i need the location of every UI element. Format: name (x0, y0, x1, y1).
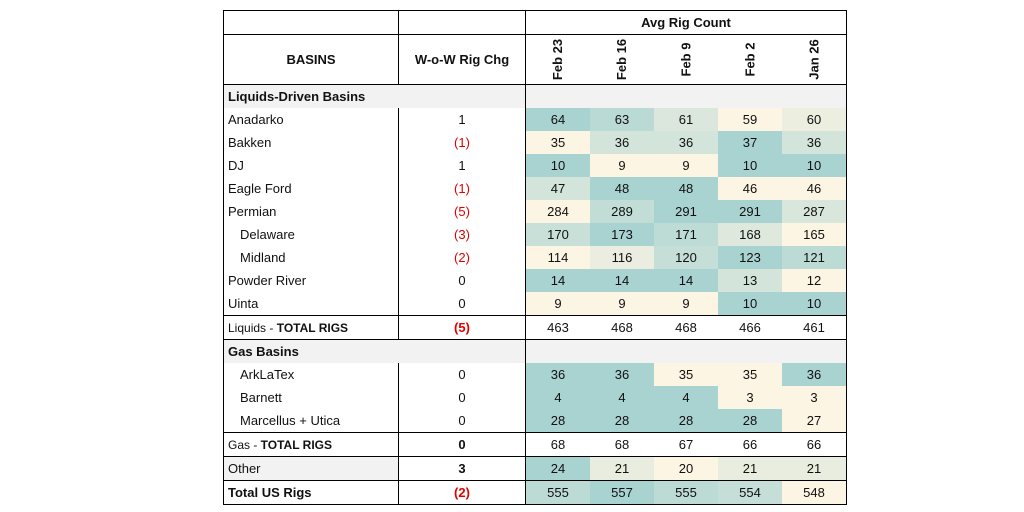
basin-name: Uinta (224, 292, 399, 316)
week-label: Feb 16 (614, 38, 630, 81)
rig-count-cell: 64 (526, 108, 591, 131)
rig-count-cell: 468 (590, 316, 654, 340)
rig-count-cell: 555 (526, 481, 591, 505)
rig-count-cell: 114 (526, 246, 591, 269)
rig-count-cell: 36 (782, 131, 847, 154)
section-header-row (224, 340, 847, 364)
rig-count-cell: 10 (718, 292, 782, 316)
rig-count-cell: 36 (782, 363, 847, 386)
rig-count-cell: 36 (590, 363, 654, 386)
wow-change-value: 0 (399, 409, 526, 433)
week-label: Feb 2 (742, 42, 758, 77)
rig-count-cell: 66 (718, 433, 782, 457)
rig-count-cell: 548 (782, 481, 847, 505)
wow-change-value: 0 (399, 292, 526, 316)
rig-count-cell: 21 (782, 457, 847, 481)
section-total-row (224, 433, 847, 457)
rig-count-cell: 170 (526, 223, 591, 246)
rig-count-table (223, 10, 847, 505)
rig-count-cell: 116 (590, 246, 654, 269)
rig-count-cell: 36 (590, 131, 654, 154)
rig-count-cell: 36 (654, 131, 718, 154)
rig-count-cell: 9 (654, 292, 718, 316)
rig-count-cell: 36 (526, 363, 591, 386)
rig-count-cell: 59 (718, 108, 782, 131)
rig-count-cell: 46 (782, 177, 847, 200)
rig-count-cell: 47 (526, 177, 591, 200)
rig-count-cell: 12 (782, 269, 847, 292)
rig-count-cell: 27 (782, 409, 847, 433)
top-change-cell (399, 11, 526, 35)
wow-change-value: 1 (399, 108, 526, 131)
rig-count-cell: 68 (590, 433, 654, 457)
total-rigs-label: TOTAL RIGS (260, 438, 333, 452)
rig-count-cell: 3 (782, 386, 847, 409)
rig-count-cell: 9 (526, 292, 591, 316)
total-rigs-label: TOTAL RIGS (276, 321, 349, 335)
total-label (224, 316, 399, 340)
week-header (526, 35, 591, 85)
rig-count-cell: 555 (654, 481, 718, 505)
basin-row (224, 292, 847, 316)
basin-row (224, 200, 847, 223)
basin-name: Total US Rigs (224, 481, 399, 505)
basin-row (224, 269, 847, 292)
basin-row (224, 223, 847, 246)
rig-count-cell: 4 (526, 386, 591, 409)
other-row (224, 457, 847, 481)
week-label: Feb 9 (678, 42, 694, 77)
basin-name: Barnett (224, 386, 399, 409)
wow-change-value: (1) (399, 177, 526, 200)
wow-change-value: (2) (399, 246, 526, 269)
rig-count-cell: 171 (654, 223, 718, 246)
basin-row (224, 177, 847, 200)
basin-name: Other (224, 457, 399, 481)
rig-count-cell: 35 (526, 131, 591, 154)
rig-count-cell: 4 (590, 386, 654, 409)
wow-change-value: (5) (399, 200, 526, 223)
top-left-cell (224, 11, 399, 35)
rig-count-cell: 463 (526, 316, 591, 340)
basin-name: Bakken (224, 131, 399, 154)
rig-count-cell: 557 (590, 481, 654, 505)
rig-count-cell: 61 (654, 108, 718, 131)
rig-count-cell: 48 (654, 177, 718, 200)
rig-count-cell: 21 (718, 457, 782, 481)
basins-header: BASINS (224, 35, 399, 85)
basin-name: Marcellus + Utica (224, 409, 399, 433)
week-label: Feb 23 (550, 38, 566, 81)
basin-row (224, 108, 847, 131)
rig-count-cell: 66 (782, 433, 847, 457)
basin-name: DJ (224, 154, 399, 177)
basin-row (224, 131, 847, 154)
basin-name: Delaware (224, 223, 399, 246)
wow-change-value: 3 (399, 457, 526, 481)
section-title: Liquids-Driven Basins (224, 85, 526, 109)
rig-count-cell: 10 (526, 154, 591, 177)
week-header (590, 35, 654, 85)
wow-change-value: (5) (399, 316, 526, 340)
basin-name: Permian (224, 200, 399, 223)
week-label: Jan 26 (806, 39, 822, 80)
wow-change-value: 0 (399, 363, 526, 386)
rig-count-cell: 284 (526, 200, 591, 223)
rig-count-cell: 14 (654, 269, 718, 292)
basin-name: ArkLaTex (224, 363, 399, 386)
rig-count-cell: 28 (654, 409, 718, 433)
rig-count-cell: 24 (526, 457, 591, 481)
wow-change-value: (2) (399, 481, 526, 505)
rig-count-cell: 289 (590, 200, 654, 223)
basin-name: Midland (224, 246, 399, 269)
basin-row (224, 363, 847, 386)
week-header (654, 35, 718, 85)
total-label (224, 433, 399, 457)
rig-count-cell: 165 (782, 223, 847, 246)
basin-row (224, 246, 847, 269)
rig-count-cell: 291 (654, 200, 718, 223)
rig-count-cell: 67 (654, 433, 718, 457)
basin-row (224, 409, 847, 433)
rig-count-cell: 168 (718, 223, 782, 246)
rig-count-cell: 46 (718, 177, 782, 200)
wow-change-header: W-o-W Rig Chg (399, 35, 526, 85)
rig-count-cell: 10 (718, 154, 782, 177)
section-header-values (526, 85, 847, 109)
rig-count-cell: 35 (718, 363, 782, 386)
rig-count-cell: 28 (718, 409, 782, 433)
wow-change-value: 0 (399, 386, 526, 409)
section-header-row (224, 85, 847, 109)
rig-count-cell: 13 (718, 269, 782, 292)
rig-count-cell: 287 (782, 200, 847, 223)
rig-count-cell: 28 (526, 409, 591, 433)
rig-count-cell: 14 (526, 269, 591, 292)
rig-count-cell: 461 (782, 316, 847, 340)
basin-name: Powder River (224, 269, 399, 292)
week-header (718, 35, 782, 85)
rig-count-cell: 48 (590, 177, 654, 200)
basin-name: Anadarko (224, 108, 399, 131)
basin-row (224, 386, 847, 409)
rig-count-cell: 554 (718, 481, 782, 505)
rig-count-cell: 120 (654, 246, 718, 269)
rig-count-table-body (224, 11, 847, 505)
grand-total-row (224, 481, 847, 505)
total-prefix: Liquids - (228, 321, 277, 335)
rig-count-cell: 28 (590, 409, 654, 433)
rig-count-cell: 60 (782, 108, 847, 131)
rig-count-cell: 9 (654, 154, 718, 177)
rig-count-cell: 173 (590, 223, 654, 246)
section-header-values (526, 340, 847, 364)
total-prefix: Gas - (228, 438, 261, 452)
section-title: Gas Basins (224, 340, 526, 364)
rig-count-cell: 35 (654, 363, 718, 386)
rig-count-cell: 9 (590, 292, 654, 316)
rig-count-cell: 123 (718, 246, 782, 269)
rig-count-cell: 20 (654, 457, 718, 481)
rig-count-cell: 466 (718, 316, 782, 340)
week-header (782, 35, 847, 85)
basin-row (224, 154, 847, 177)
wow-change-value: (3) (399, 223, 526, 246)
rig-count-cell: 468 (654, 316, 718, 340)
rig-count-cell: 3 (718, 386, 782, 409)
rig-count-cell: 68 (526, 433, 591, 457)
basin-name: Eagle Ford (224, 177, 399, 200)
wow-change-value: 1 (399, 154, 526, 177)
wow-change-value: 0 (399, 269, 526, 292)
rig-count-cell: 9 (590, 154, 654, 177)
rig-count-cell: 10 (782, 292, 847, 316)
wow-change-value: (1) (399, 131, 526, 154)
rig-count-cell: 4 (654, 386, 718, 409)
wow-change-value: 0 (399, 433, 526, 457)
rig-count-cell: 291 (718, 200, 782, 223)
avg-rig-count-header: Avg Rig Count (526, 11, 847, 35)
rig-count-cell: 63 (590, 108, 654, 131)
rig-count-cell: 37 (718, 131, 782, 154)
rig-count-cell: 10 (782, 154, 847, 177)
rig-count-cell: 21 (590, 457, 654, 481)
rig-count-cell: 14 (590, 269, 654, 292)
section-total-row (224, 316, 847, 340)
rig-count-cell: 121 (782, 246, 847, 269)
